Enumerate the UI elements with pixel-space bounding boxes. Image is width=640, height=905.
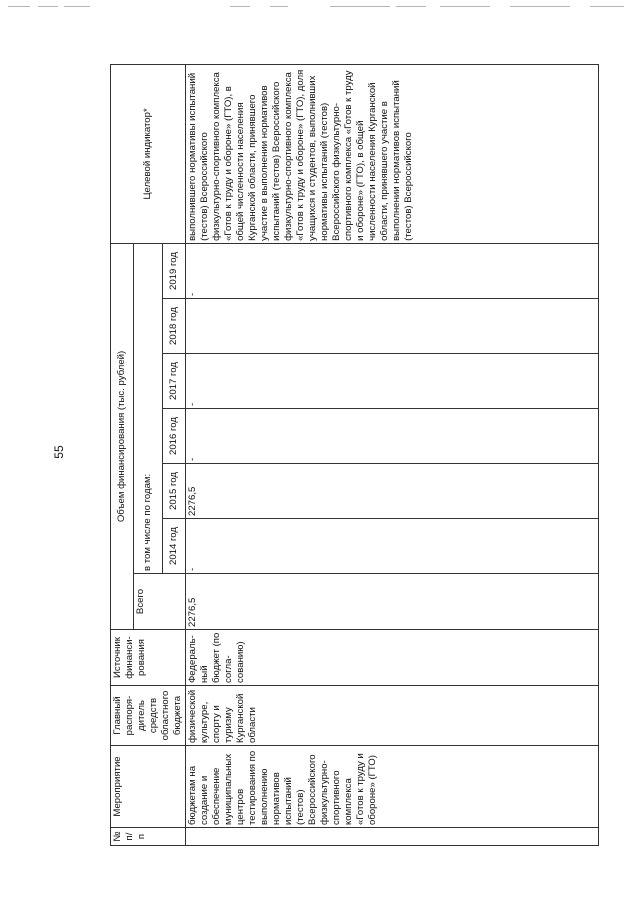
- cell-total: 2276,5: [186, 574, 599, 630]
- rotated-table: [110, 65, 592, 846]
- cell-source: Федераль-ный бюджет (по согла-сованию): [186, 630, 599, 686]
- cell-2018: [186, 299, 599, 354]
- header-source: Источник финанси-рования: [111, 630, 186, 686]
- header-year-2019: 2019 год: [163, 243, 186, 298]
- cell-manager: физической культуре, спорту и туризму Курганской области: [186, 686, 599, 746]
- header-indicator: Целевой индикатор*: [111, 64, 186, 243]
- table-row: [186, 64, 599, 845]
- header-year-2017: 2017 год: [163, 354, 186, 409]
- cell-2017: -: [186, 354, 599, 409]
- scan-artifact-line: [38, 6, 58, 7]
- cell-2019: -: [186, 243, 599, 298]
- cell-indicator: выполнившего нормативы испытаний (тестов) Всероссийского физкультурно-спортивного комплекса «Готов к труду и обороне» (ГТО), в общей численности населения Курганской области, принявшего участие в выполнении нормативов испытаний (тестов) Всероссийского физкультурно-спортивного комплекса «Готов к труду и обороне» (ГТО), доля учащихся и студентов, выполнивших нормативы испытаний (тестов) Всероссийского физкультурно-спортивного комплекса «Готов к труду и обороне» (ГТО), в общей численности населения Курганской области, принявшего участие в выполнении нормативов испытаний (тестов) Всероссийского: [186, 64, 599, 243]
- header-year-2016: 2016 год: [163, 409, 186, 464]
- header-year-2015: 2015 год: [163, 464, 186, 519]
- header-by-years: в том числе по годам:: [134, 243, 163, 573]
- scan-artifact-line: [230, 6, 250, 7]
- cell-activity: бюджетам на создание и обеспечение муниципальных центров тестирования по выполнению нормативов испытаний (тестов) Всероссийского физкультурно-спортивного комплекса «Готов к труду и обороне» (ГТО): [186, 746, 599, 828]
- header-manager: Главный распоря-дитель средств областного бюджета: [111, 686, 186, 746]
- cell-2014: -: [186, 519, 599, 574]
- cell-2016: -: [186, 409, 599, 464]
- header-year-2014: 2014 год: [163, 519, 186, 574]
- scan-artifact-line: [590, 6, 624, 7]
- scan-artifact-line: [510, 6, 570, 7]
- scan-artifact-line: [64, 6, 90, 7]
- header-total: Всего: [134, 574, 186, 630]
- table-container: [110, 65, 592, 846]
- cell-2015: 2276,5: [186, 464, 599, 519]
- scan-artifact-line: [270, 6, 288, 7]
- header-row-1: [111, 64, 134, 845]
- cell-num: [186, 828, 599, 846]
- scan-artifact-line: [8, 6, 30, 7]
- funding-table: [110, 64, 599, 846]
- header-num: № п/п: [111, 828, 186, 846]
- header-funding: Объем финансирования (тыс. рублей): [111, 243, 134, 629]
- scan-artifact-line: [396, 6, 426, 7]
- scan-artifact-line: [330, 6, 390, 7]
- header-year-2018: 2018 год: [163, 299, 186, 354]
- page-number: 55: [52, 445, 66, 459]
- scan-artifact-line: [440, 6, 490, 7]
- header-activity: Мероприятие: [111, 746, 186, 828]
